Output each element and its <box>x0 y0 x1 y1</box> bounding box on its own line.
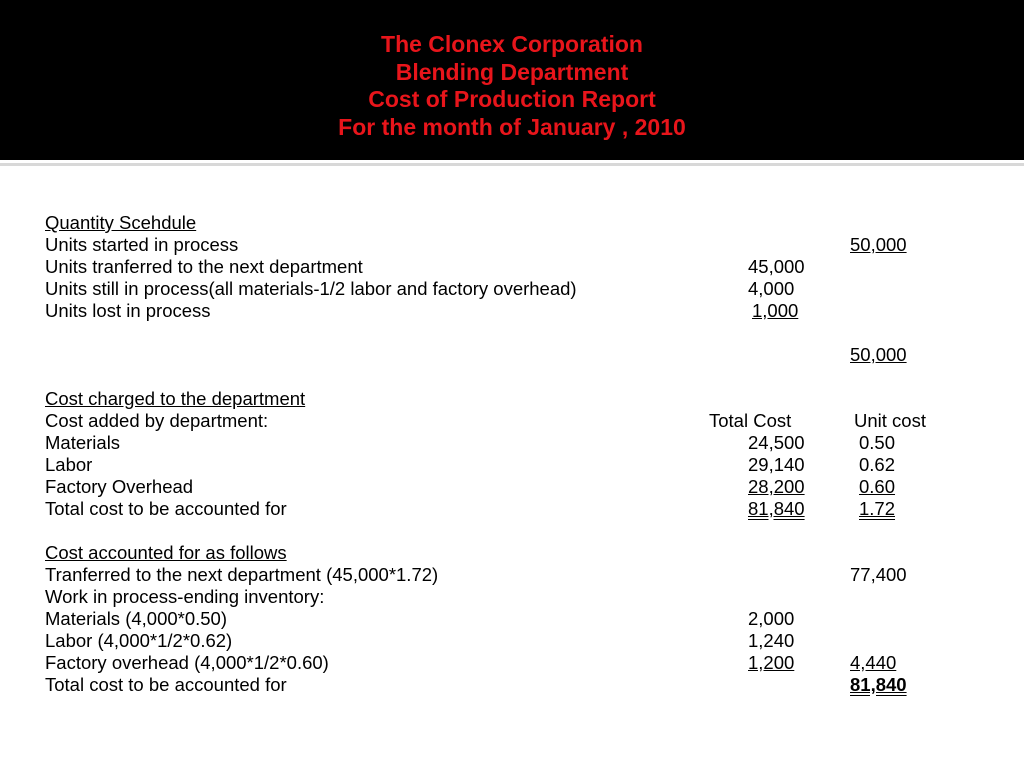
charged-total-unit: 1.72 <box>859 498 896 519</box>
units-lost-row <box>45 300 1005 322</box>
cost-added-label: Cost added by department: <box>45 410 269 431</box>
wip-total-value: 4,440 <box>850 652 897 673</box>
units-total-row <box>45 344 1005 366</box>
materials-label: Materials <box>45 432 121 453</box>
wip-overhead-value: 1,200 <box>748 652 795 673</box>
wip-row <box>45 586 1005 608</box>
units-in-process-value: 4,000 <box>748 278 795 299</box>
quantity-heading-row <box>45 212 1005 234</box>
wip-overhead-row <box>45 652 1005 674</box>
report-body <box>45 212 1005 696</box>
transferred-cost-row <box>45 564 1005 586</box>
units-transferred-label: Units tranferred to the next department <box>45 256 363 277</box>
header-divider <box>0 163 1024 166</box>
units-lost-value: 1,000 <box>752 300 799 321</box>
transferred-cost-value: 77,400 <box>850 564 907 585</box>
wip-materials-label: Materials (4,000*0.50) <box>45 608 228 629</box>
accounted-total-row <box>45 674 1005 696</box>
quantity-heading: Quantity Scehdule <box>45 212 197 233</box>
charged-total-value: 81,840 <box>748 498 805 519</box>
labor-cost-row <box>45 454 1005 476</box>
materials-cost-row <box>45 432 1005 454</box>
units-in-process-row <box>45 278 1005 300</box>
materials-total: 24,500 <box>748 432 805 453</box>
units-started-label: Units started in process <box>45 234 239 255</box>
cost-added-row <box>45 410 1005 432</box>
charged-heading: Cost charged to the department <box>45 388 306 409</box>
charged-heading-row <box>45 388 1005 410</box>
title-banner <box>0 0 1024 160</box>
wip-materials-value: 2,000 <box>748 608 795 629</box>
charged-total-row <box>45 498 1005 520</box>
labor-label: Labor <box>45 454 93 475</box>
wip-labor-row <box>45 630 1005 652</box>
units-transferred-value: 45,000 <box>748 256 805 277</box>
wip-label: Work in process-ending inventory: <box>45 586 325 607</box>
accounted-total-value: 81,840 <box>850 674 907 695</box>
unit-cost-column-header: Unit cost <box>854 410 926 431</box>
overhead-unit: 0.60 <box>859 476 896 497</box>
units-in-process-label: Units still in process(all materials-1/2 labor and factory overhead) <box>45 278 577 299</box>
overhead-cost-row <box>45 476 1005 498</box>
accounted-heading: Cost accounted for as follows <box>45 542 287 563</box>
overhead-label: Factory Overhead <box>45 476 194 497</box>
labor-total: 29,140 <box>748 454 805 475</box>
units-transferred-row <box>45 256 1005 278</box>
wip-materials-row <box>45 608 1005 630</box>
materials-unit: 0.50 <box>859 432 896 453</box>
charged-total-label: Total cost to be accounted for <box>45 498 287 519</box>
title-period: For the month of January , 2010 <box>338 113 686 140</box>
wip-overhead-label: Factory overhead (4,000*1/2*0.60) <box>45 652 329 673</box>
title-company: The Clonex Corporation <box>381 31 643 57</box>
units-started-row <box>45 234 1005 256</box>
total-cost-column-header: Total Cost <box>709 410 792 431</box>
units-total-value: 50,000 <box>850 344 907 365</box>
labor-unit: 0.62 <box>859 454 896 475</box>
wip-labor-value: 1,240 <box>748 630 795 651</box>
accounted-total-label: Total cost to be accounted for <box>45 674 287 695</box>
overhead-total: 28,200 <box>748 476 805 497</box>
transferred-cost-label: Tranferred to the next department (45,000*1.72) <box>45 564 439 585</box>
title-report-name: Cost of Production Report <box>368 86 656 112</box>
wip-labor-label: Labor (4,000*1/2*0.62) <box>45 630 233 651</box>
title-department: Blending Department <box>395 58 629 85</box>
units-started-value: 50,000 <box>850 234 907 255</box>
units-lost-label: Units lost in process <box>45 300 211 321</box>
accounted-heading-row <box>45 542 1005 564</box>
report-title <box>0 31 1024 141</box>
